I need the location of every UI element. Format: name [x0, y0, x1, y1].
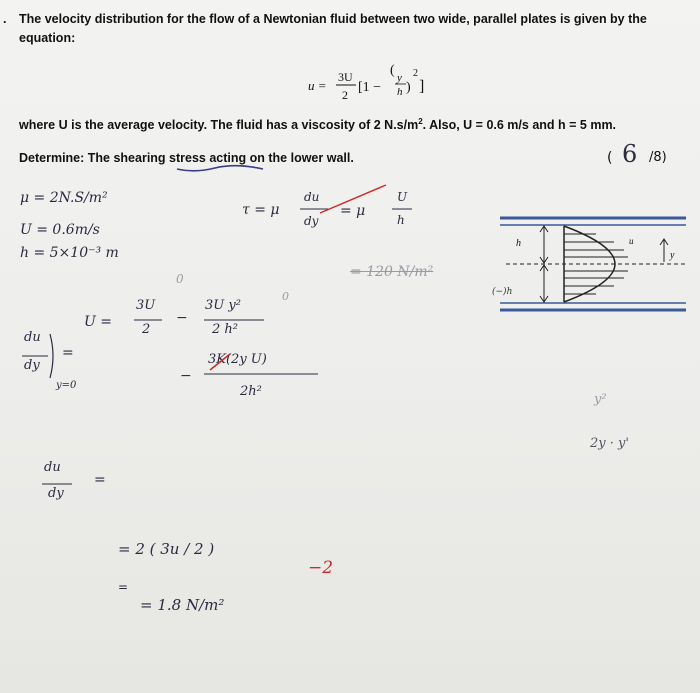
hw-t1-num: 3U: [136, 298, 156, 313]
hw-h: h = 5×10⁻³ m: [20, 245, 119, 261]
hw-at-y0: y=0: [56, 380, 77, 391]
hw-faint-2: 2y · y': [590, 436, 629, 451]
plates-velocity-figure: [492, 210, 690, 318]
hw-dy-2: dy: [48, 486, 64, 501]
equation-bracket-open: [1 −: [358, 80, 382, 95]
score-total: /8): [649, 150, 667, 165]
hw-zero-2: 0: [282, 290, 289, 303]
hw-line-a: = 2 ( 3u / 2 ): [118, 540, 215, 558]
hw-minus: −: [176, 310, 188, 326]
figure-neg-h-label: (−)h: [492, 287, 513, 297]
svg-text:(: (: [390, 63, 395, 78]
hw-frac-h: h: [397, 213, 405, 227]
red-check-mark: [318, 183, 388, 217]
hw-du-2: du: [44, 460, 61, 475]
hw-deriv-num: du: [24, 330, 41, 345]
equation-coef-den: 2: [342, 88, 348, 102]
grader-deduction: −2: [308, 558, 334, 578]
svg-text:): ): [406, 80, 411, 95]
hw-zero-1: 0: [176, 272, 184, 286]
red-strike: [208, 352, 234, 372]
hw-struck-result: = 120 N/m²: [350, 264, 434, 280]
hw-t2-num: 3U y²: [205, 298, 241, 313]
hw-dy: dy: [304, 214, 319, 228]
hw-step-num: 3K(2y U): [208, 352, 267, 367]
figure-y-label: y: [670, 250, 675, 261]
equation-lhs: u =: [308, 78, 327, 93]
problem-number: .: [3, 12, 7, 26]
hw-step-den: 2h²: [240, 384, 262, 399]
hw-u-eq: U =: [84, 314, 112, 330]
hw-du: du: [304, 190, 320, 204]
equation-exponent: 2: [413, 68, 418, 79]
intro-line-2: equation:: [19, 31, 76, 45]
hw-U: U = 0.6m/s: [20, 222, 100, 238]
hw-mu: μ = 2N.S/m²: [20, 190, 108, 206]
figure-u-label: u: [629, 236, 634, 246]
velocity-equation: [300, 62, 440, 110]
hw-line-b: = 1.8 N/m²: [140, 596, 225, 614]
hw-eq-3: =: [118, 580, 129, 594]
hw-eq-mu: = μ: [340, 203, 366, 219]
equation-ratio-num: y: [397, 72, 402, 84]
intro-line-1: The velocity distribution for the flow of a Newtonian fluid between two wide, parallel plates is given by the: [19, 12, 647, 26]
hw-t1-den: 2: [142, 322, 151, 337]
score-value: 6: [622, 140, 638, 168]
hw-eq-2: =: [94, 472, 106, 488]
equation-coef-num: 3U: [338, 70, 353, 84]
hw-frac-U: U: [397, 190, 408, 204]
hw-deriv-den: dy: [24, 358, 40, 373]
hw-minus-2: −: [180, 368, 192, 384]
hw-tau: τ = μ: [242, 202, 280, 218]
equation-bracket-close: ]: [419, 78, 425, 95]
figure-h-label: h: [516, 238, 521, 249]
underline-scribble: [175, 163, 265, 175]
given-values-line: where U is the average velocity. The fluid has a viscosity of 2 $N.s/m^2$. Also, U = 0.6 m/s and h = 5 mm.: [19, 117, 617, 133]
score-open: (: [607, 150, 613, 166]
equation-ratio-den: h: [397, 86, 403, 98]
hw-eq-sign: =: [62, 345, 74, 361]
hw-faint-1: y²: [594, 392, 607, 407]
hw-t2-den: 2 h²: [212, 322, 238, 337]
determine-line: Determine: The shearing stress acting on the lower wall.: [19, 151, 354, 165]
